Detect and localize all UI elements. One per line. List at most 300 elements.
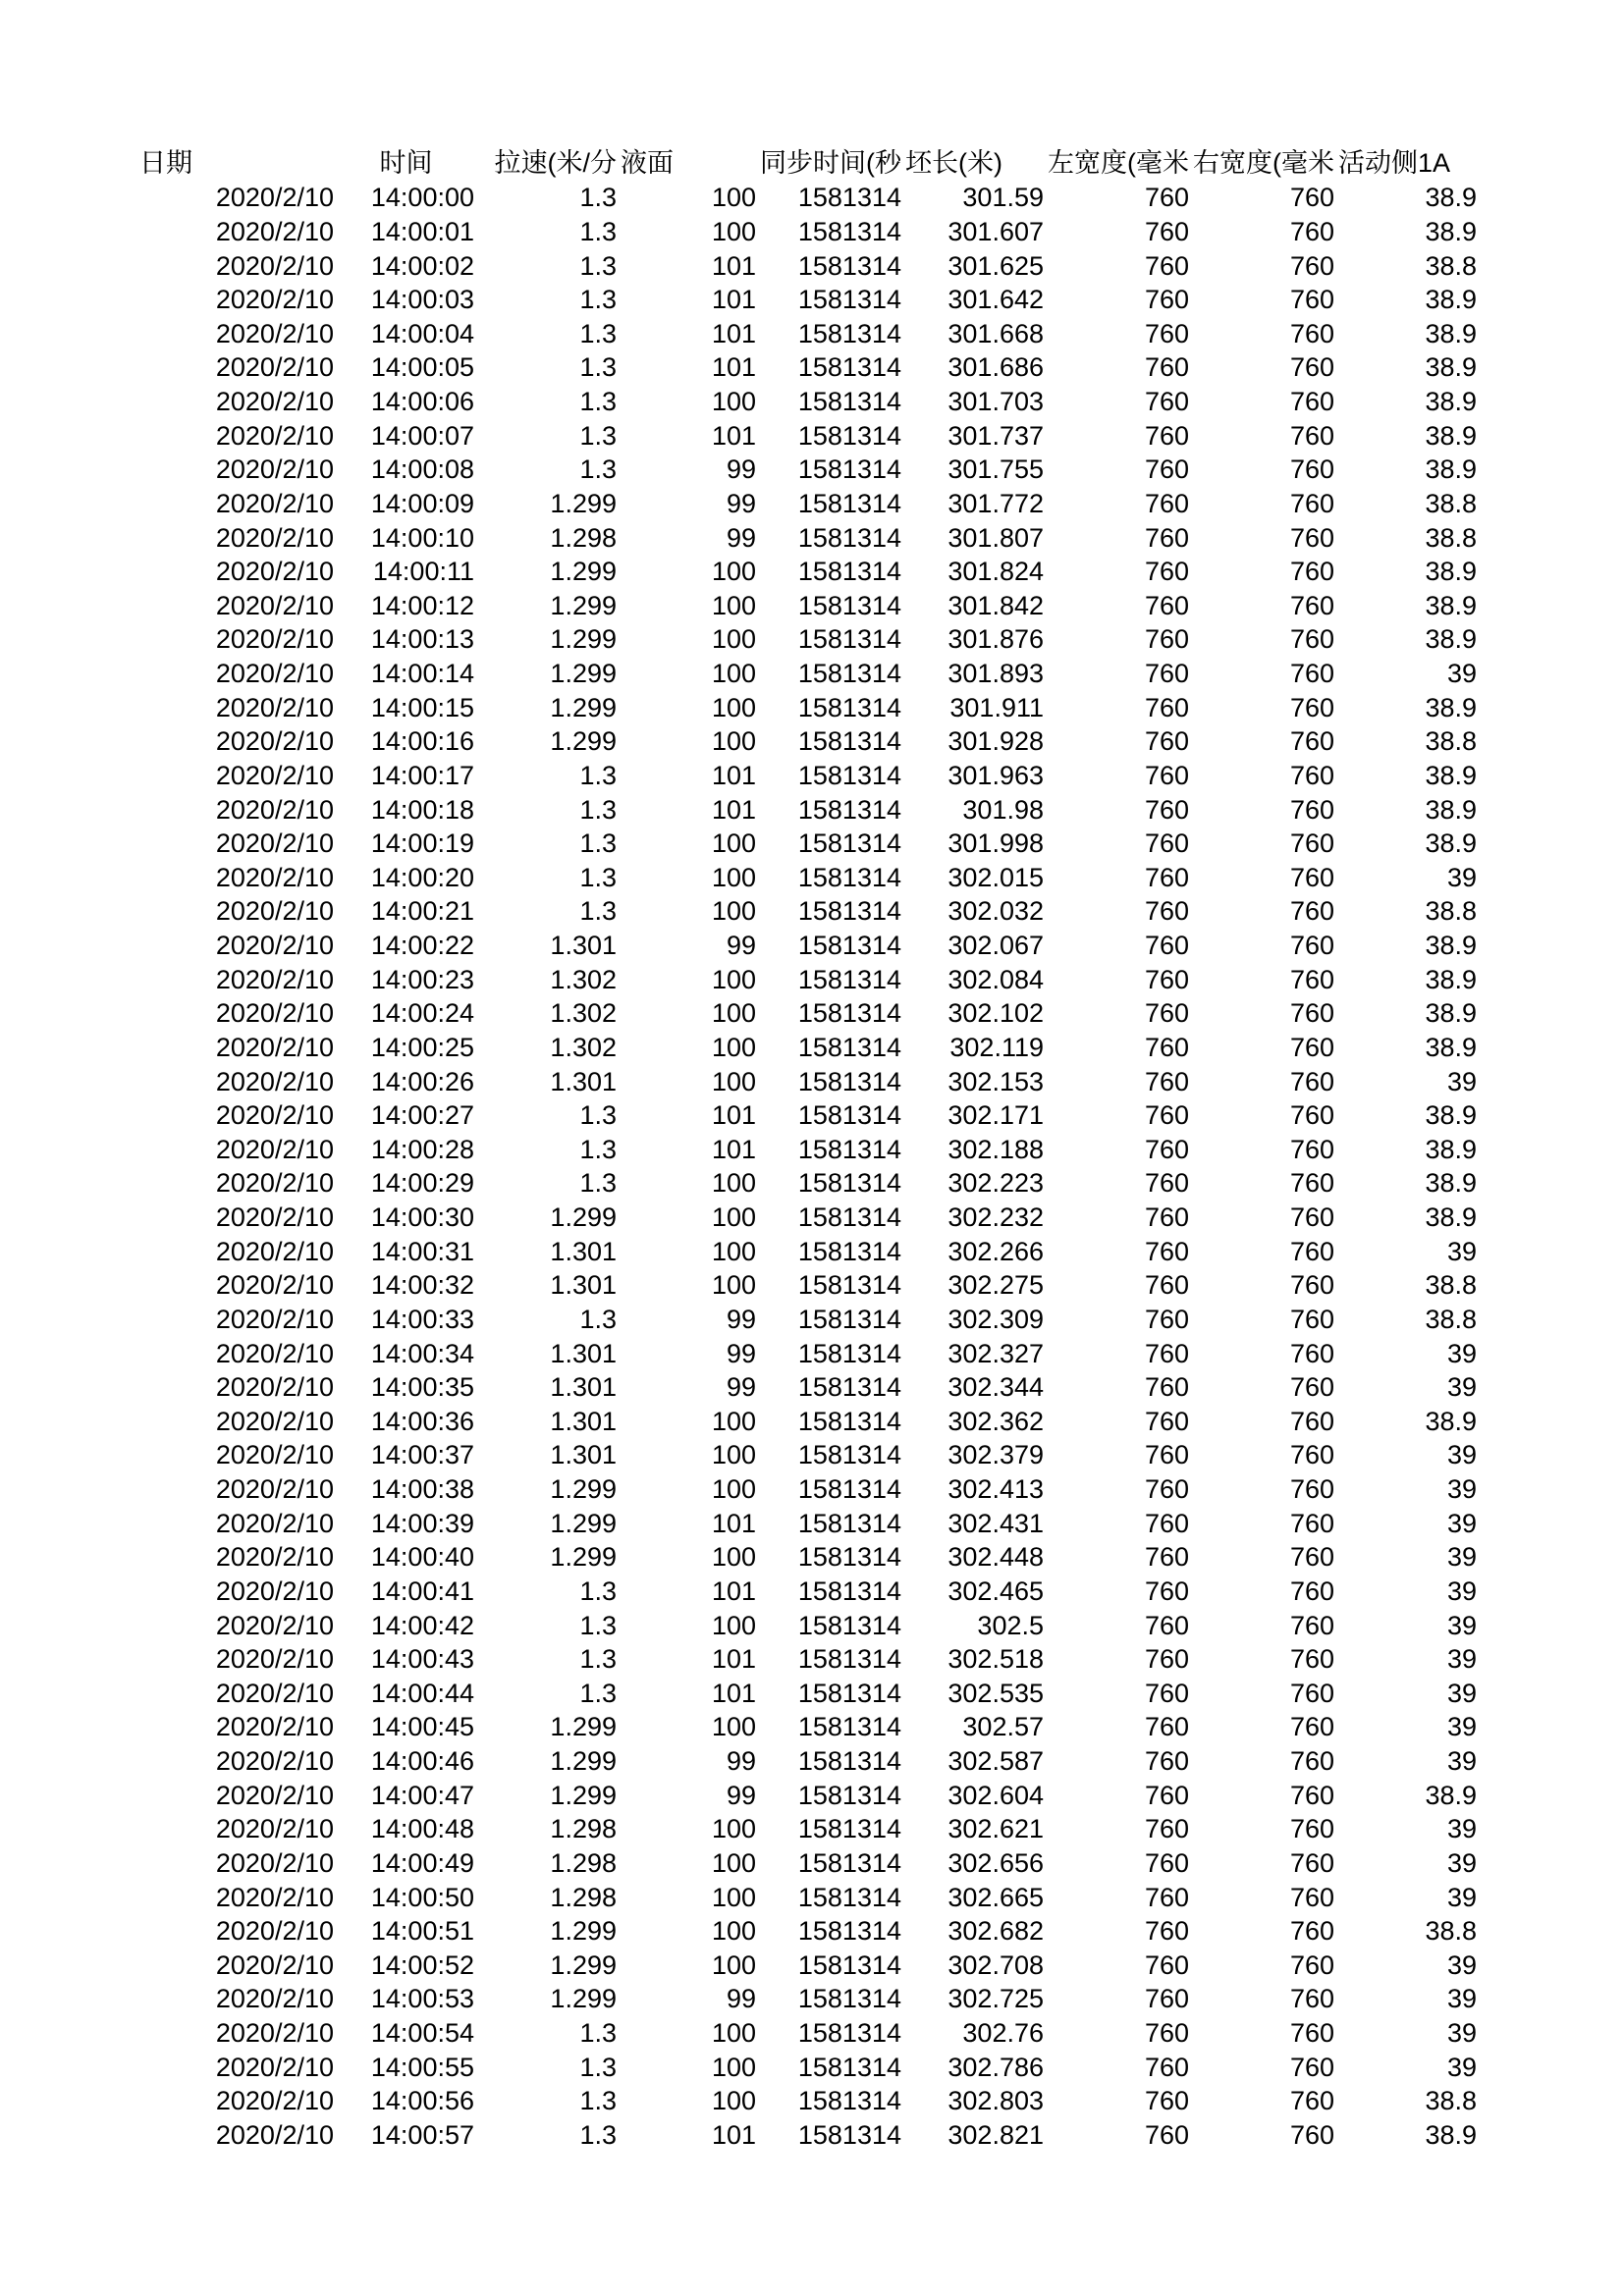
- table-row: [137, 418, 1479, 453]
- time-cell: 14:00:14: [370, 659, 474, 689]
- table-row: [137, 385, 1479, 419]
- slab-length-cell: 302.379: [947, 1440, 1044, 1470]
- sync-time-cell: 1581314: [797, 726, 901, 757]
- slab-length-cell: 302.665: [947, 1882, 1044, 1912]
- casting-speed-cell: 1.3: [579, 1304, 617, 1334]
- right-width-cell: 760: [1289, 1474, 1334, 1505]
- sync-time-cell: 1581314: [797, 1814, 901, 1844]
- casting-speed-cell: 1.3: [579, 794, 617, 825]
- level-cell: 99: [726, 1304, 756, 1334]
- time-cell: 14:00:25: [370, 1032, 474, 1062]
- date-cell: 2020/2/10: [215, 387, 334, 417]
- level-cell: 100: [711, 862, 756, 892]
- left-width-cell: 760: [1144, 522, 1189, 553]
- time-cell: 14:00:05: [370, 352, 474, 383]
- right-width-cell: 760: [1289, 590, 1334, 620]
- casting-speed-cell: 1.302: [550, 998, 617, 1029]
- slab-length-cell: 302.465: [947, 1575, 1044, 1606]
- active-side-cell: 39: [1446, 1678, 1477, 1708]
- table-row: [137, 827, 1479, 861]
- right-width-cell: 760: [1289, 1032, 1334, 1062]
- slab-length-cell: 302.604: [947, 1780, 1044, 1810]
- table-row: [137, 215, 1479, 249]
- date-cell: 2020/2/10: [215, 1202, 334, 1233]
- date-cell: 2020/2/10: [215, 1780, 334, 1810]
- left-width-cell: 760: [1144, 862, 1189, 892]
- right-width-cell: 760: [1289, 1304, 1334, 1334]
- time-cell: 14:00:52: [370, 1949, 474, 1980]
- left-width-cell: 760: [1144, 1338, 1189, 1368]
- active-side-cell: 38.9: [1425, 964, 1477, 994]
- slab-length-cell: 302.413: [947, 1474, 1044, 1505]
- level-cell: 99: [726, 1338, 756, 1368]
- right-width-cell: 760: [1289, 692, 1334, 722]
- date-cell: 2020/2/10: [215, 1882, 334, 1912]
- casting-speed-cell: 1.299: [550, 488, 617, 518]
- level-cell: 101: [711, 1678, 756, 1708]
- table-row: [137, 2118, 1479, 2153]
- active-side-cell: 38.9: [1425, 387, 1477, 417]
- sync-time-cell: 1581314: [797, 1542, 901, 1573]
- left-width-cell: 760: [1144, 1916, 1189, 1947]
- casting-speed-cell: 1.299: [550, 1916, 617, 1947]
- sync-time-cell: 1581314: [797, 2052, 901, 2082]
- casting-speed-cell: 1.3: [579, 285, 617, 315]
- left-width-cell: 760: [1144, 1644, 1189, 1675]
- left-width-cell: 760: [1144, 760, 1189, 790]
- level-cell: 99: [726, 1372, 756, 1403]
- sync-time-cell: 1581314: [797, 1202, 901, 1233]
- right-width-cell: 760: [1289, 659, 1334, 689]
- time-cell: 14:00:55: [370, 2052, 474, 2082]
- level-cell: 100: [711, 1168, 756, 1199]
- sync-time-cell: 1581314: [797, 659, 901, 689]
- date-cell: 2020/2/10: [215, 590, 334, 620]
- active-side-cell: 39: [1446, 1372, 1477, 1403]
- active-side-cell: 38.9: [1425, 1134, 1477, 1164]
- right-width-cell: 760: [1289, 998, 1334, 1029]
- left-width-cell: 760: [1144, 1032, 1189, 1062]
- left-width-cell: 760: [1144, 1814, 1189, 1844]
- level-cell: 100: [711, 1814, 756, 1844]
- time-cell: 14:00:08: [370, 454, 474, 485]
- right-width-cell: 760: [1289, 2018, 1334, 2049]
- right-width-cell: 760: [1289, 1066, 1334, 1096]
- header-right-width: 右宽度(毫米: [1193, 148, 1334, 178]
- sync-time-cell: 1581314: [797, 183, 901, 213]
- active-side-cell: 38.8: [1425, 1916, 1477, 1947]
- level-cell: 100: [711, 1847, 756, 1878]
- level-cell: 100: [711, 659, 756, 689]
- right-width-cell: 760: [1289, 794, 1334, 825]
- date-cell: 2020/2/10: [215, 1678, 334, 1708]
- time-cell: 14:00:21: [370, 896, 474, 927]
- left-width-cell: 760: [1144, 1168, 1189, 1199]
- time-cell: 14:00:47: [370, 1780, 474, 1810]
- time-cell: 14:00:16: [370, 726, 474, 757]
- time-cell: 14:00:36: [370, 1406, 474, 1436]
- left-width-cell: 760: [1144, 1575, 1189, 1606]
- date-cell: 2020/2/10: [215, 1610, 334, 1640]
- active-side-cell: 38.9: [1425, 183, 1477, 213]
- right-width-cell: 760: [1289, 387, 1334, 417]
- time-cell: 14:00:02: [370, 250, 474, 281]
- table-row: [137, 1472, 1479, 1507]
- casting-speed-cell: 1.302: [550, 1032, 617, 1062]
- date-cell: 2020/2/10: [215, 1304, 334, 1334]
- active-side-cell: 38.9: [1425, 285, 1477, 315]
- right-width-cell: 760: [1289, 964, 1334, 994]
- left-width-cell: 760: [1144, 998, 1189, 1029]
- right-width-cell: 760: [1289, 1949, 1334, 1980]
- date-cell: 2020/2/10: [215, 352, 334, 383]
- sync-time-cell: 1581314: [797, 1984, 901, 2014]
- active-side-cell: 39: [1446, 1338, 1477, 1368]
- right-width-cell: 760: [1289, 1712, 1334, 1742]
- sync-time-cell: 1581314: [797, 1440, 901, 1470]
- date-cell: 2020/2/10: [215, 420, 334, 451]
- time-cell: 14:00:54: [370, 2018, 474, 2049]
- sync-time-cell: 1581314: [797, 2086, 901, 2116]
- table-row: [137, 861, 1479, 895]
- table-row: [137, 759, 1479, 793]
- sync-time-cell: 1581314: [797, 1134, 901, 1164]
- level-cell: 100: [711, 726, 756, 757]
- casting-speed-cell: 1.301: [550, 1440, 617, 1470]
- slab-length-cell: 301.893: [947, 659, 1044, 689]
- casting-speed-cell: 1.299: [550, 1746, 617, 1777]
- casting-speed-cell: 1.299: [550, 557, 617, 587]
- active-side-cell: 39: [1446, 1474, 1477, 1505]
- sync-time-cell: 1581314: [797, 1508, 901, 1538]
- active-side-cell: 39: [1446, 1440, 1477, 1470]
- table-row: [137, 520, 1479, 555]
- active-side-cell: 38.8: [1425, 2086, 1477, 2116]
- left-width-cell: 760: [1144, 2086, 1189, 2116]
- left-width-cell: 760: [1144, 1712, 1189, 1742]
- slab-length-cell: 302.725: [947, 1984, 1044, 2014]
- active-side-cell: 39: [1446, 1508, 1477, 1538]
- active-side-cell: 39: [1446, 1542, 1477, 1573]
- time-cell: 14:00:23: [370, 964, 474, 994]
- sync-time-cell: 1581314: [797, 1916, 901, 1947]
- casting-speed-cell: 1.301: [550, 1066, 617, 1096]
- slab-length-cell: 301.876: [947, 624, 1044, 655]
- right-width-cell: 760: [1289, 896, 1334, 927]
- date-cell: 2020/2/10: [215, 692, 334, 722]
- time-cell: 14:00:27: [370, 1100, 474, 1131]
- right-width-cell: 760: [1289, 1746, 1334, 1777]
- slab-length-cell: 301.59: [962, 183, 1044, 213]
- casting-speed-cell: 1.3: [579, 828, 617, 859]
- slab-length-cell: 302.067: [947, 931, 1044, 961]
- level-cell: 101: [711, 420, 756, 451]
- active-side-cell: 38.9: [1425, 352, 1477, 383]
- slab-length-cell: 301.686: [947, 352, 1044, 383]
- sync-time-cell: 1581314: [797, 1168, 901, 1199]
- active-side-cell: 38.9: [1425, 318, 1477, 348]
- left-width-cell: 760: [1144, 1202, 1189, 1233]
- active-side-cell: 38.9: [1425, 2119, 1477, 2150]
- slab-length-cell: 302.518: [947, 1644, 1044, 1675]
- date-cell: 2020/2/10: [215, 522, 334, 553]
- level-cell: 101: [711, 1644, 756, 1675]
- sync-time-cell: 1581314: [797, 1406, 901, 1436]
- casting-speed-cell: 1.3: [579, 2018, 617, 2049]
- table-row: [137, 1575, 1479, 1609]
- level-cell: 100: [711, 183, 756, 213]
- left-width-cell: 760: [1144, 1847, 1189, 1878]
- slab-length-cell: 301.911: [949, 692, 1044, 722]
- slab-length-cell: 302.803: [947, 2086, 1044, 2116]
- sync-time-cell: 1581314: [797, 964, 901, 994]
- time-cell: 14:00:40: [370, 1542, 474, 1573]
- casting-speed-cell: 1.299: [550, 1712, 617, 1742]
- time-cell: 14:00:03: [370, 285, 474, 315]
- table-row: [137, 1982, 1479, 2016]
- slab-length-cell: 302.266: [947, 1236, 1044, 1266]
- left-width-cell: 760: [1144, 454, 1189, 485]
- casting-speed-cell: 1.299: [550, 1542, 617, 1573]
- active-side-cell: 39: [1446, 2018, 1477, 2049]
- table-row: [137, 1166, 1479, 1201]
- date-cell: 2020/2/10: [215, 828, 334, 859]
- level-cell: 100: [711, 1949, 756, 1980]
- left-width-cell: 760: [1144, 931, 1189, 961]
- level-cell: 100: [711, 1882, 756, 1912]
- right-width-cell: 760: [1289, 1575, 1334, 1606]
- active-side-cell: 38.9: [1425, 454, 1477, 485]
- slab-length-cell: 302.119: [949, 1032, 1044, 1062]
- left-width-cell: 760: [1144, 590, 1189, 620]
- date-cell: 2020/2/10: [215, 318, 334, 348]
- table-row: [137, 1846, 1479, 1881]
- right-width-cell: 760: [1289, 2086, 1334, 2116]
- table-row: [137, 589, 1479, 623]
- active-side-cell: 39: [1446, 1984, 1477, 2014]
- time-cell: 14:00:41: [370, 1575, 474, 1606]
- sync-time-cell: 1581314: [797, 1338, 901, 1368]
- level-cell: 101: [711, 1508, 756, 1538]
- time-cell: 14:00:53: [370, 1984, 474, 2014]
- casting-speed-cell: 1.3: [579, 2119, 617, 2150]
- time-cell: 14:00:29: [370, 1168, 474, 1199]
- date-cell: 2020/2/10: [215, 2086, 334, 2116]
- right-width-cell: 760: [1289, 318, 1334, 348]
- header-level: 液面: [621, 148, 674, 178]
- slab-length-cell: 301.737: [947, 420, 1044, 451]
- level-cell: 101: [711, 1100, 756, 1131]
- date-cell: 2020/2/10: [215, 659, 334, 689]
- time-cell: 14:00:12: [370, 590, 474, 620]
- right-width-cell: 760: [1289, 352, 1334, 383]
- table-row: [137, 1710, 1479, 1744]
- table-row: [137, 1812, 1479, 1846]
- level-cell: 100: [711, 2018, 756, 2049]
- casting-speed-cell: 1.3: [579, 760, 617, 790]
- active-side-cell: 39: [1446, 1610, 1477, 1640]
- slab-length-cell: 301.928: [947, 726, 1044, 757]
- casting-speed-cell: 1.299: [550, 1984, 617, 2014]
- date-cell: 2020/2/10: [215, 1814, 334, 1844]
- time-cell: 14:00:33: [370, 1304, 474, 1334]
- slab-length-cell: 302.084: [947, 964, 1044, 994]
- sync-time-cell: 1581314: [797, 1780, 901, 1810]
- active-side-cell: 38.9: [1425, 216, 1477, 246]
- left-width-cell: 760: [1144, 1066, 1189, 1096]
- date-cell: 2020/2/10: [215, 285, 334, 315]
- level-cell: 100: [711, 1236, 756, 1266]
- active-side-cell: 38.8: [1425, 1270, 1477, 1301]
- left-width-cell: 760: [1144, 659, 1189, 689]
- level-cell: 100: [711, 896, 756, 927]
- level-cell: 99: [726, 931, 756, 961]
- casting-speed-cell: 1.301: [550, 1406, 617, 1436]
- left-width-cell: 760: [1144, 318, 1189, 348]
- slab-length-cell: 302.656: [947, 1847, 1044, 1878]
- left-width-cell: 760: [1144, 1304, 1189, 1334]
- casting-speed-cell: 1.3: [579, 1644, 617, 1675]
- table-row: [137, 2084, 1479, 2118]
- active-side-cell: 39: [1446, 1066, 1477, 1096]
- date-cell: 2020/2/10: [215, 454, 334, 485]
- right-width-cell: 760: [1289, 488, 1334, 518]
- table-row: [137, 1234, 1479, 1268]
- slab-length-cell: 302.621: [947, 1814, 1044, 1844]
- table-row: [137, 1438, 1479, 1472]
- date-cell: 2020/2/10: [215, 1984, 334, 2014]
- left-width-cell: 760: [1144, 1474, 1189, 1505]
- right-width-cell: 760: [1289, 557, 1334, 587]
- active-side-cell: 38.9: [1425, 590, 1477, 620]
- right-width-cell: 760: [1289, 1542, 1334, 1573]
- time-cell: 14:00:04: [370, 318, 474, 348]
- time-cell: 14:00:22: [370, 931, 474, 961]
- date-cell: 2020/2/10: [215, 1474, 334, 1505]
- date-cell: 2020/2/10: [215, 1100, 334, 1131]
- time-cell: 14:00:34: [370, 1338, 474, 1368]
- level-cell: 99: [726, 488, 756, 518]
- level-cell: 100: [711, 1542, 756, 1573]
- level-cell: 100: [711, 1270, 756, 1301]
- casting-speed-cell: 1.299: [550, 1949, 617, 1980]
- date-cell: 2020/2/10: [215, 1134, 334, 1164]
- slab-length-cell: 301.824: [947, 557, 1044, 587]
- level-cell: 99: [726, 1984, 756, 2014]
- table-row: [137, 2050, 1479, 2084]
- right-width-cell: 760: [1289, 828, 1334, 859]
- sync-time-cell: 1581314: [797, 1304, 901, 1334]
- slab-length-cell: 302.309: [947, 1304, 1044, 1334]
- casting-speed-cell: 1.299: [550, 624, 617, 655]
- table-row: [137, 248, 1479, 283]
- casting-speed-cell: 1.3: [579, 862, 617, 892]
- sync-time-cell: 1581314: [797, 1882, 901, 1912]
- casting-speed-cell: 1.3: [579, 352, 617, 383]
- active-side-cell: 39: [1446, 1814, 1477, 1844]
- date-cell: 2020/2/10: [215, 760, 334, 790]
- level-cell: 100: [711, 624, 756, 655]
- active-side-cell: 38.9: [1425, 760, 1477, 790]
- right-width-cell: 760: [1289, 931, 1334, 961]
- slab-length-cell: 301.98: [962, 794, 1044, 825]
- table-row: [137, 1506, 1479, 1540]
- level-cell: 99: [726, 1780, 756, 1810]
- sync-time-cell: 1581314: [797, 522, 901, 553]
- active-side-cell: 38.8: [1425, 250, 1477, 281]
- active-side-cell: 38.9: [1425, 557, 1477, 587]
- sync-time-cell: 1581314: [797, 285, 901, 315]
- date-cell: 2020/2/10: [215, 624, 334, 655]
- date-cell: 2020/2/10: [215, 183, 334, 213]
- date-cell: 2020/2/10: [215, 1508, 334, 1538]
- time-cell: 14:00:30: [370, 1202, 474, 1233]
- slab-length-cell: 302.015: [947, 862, 1044, 892]
- slab-length-cell: 301.607: [947, 216, 1044, 246]
- active-side-cell: 38.8: [1425, 1304, 1477, 1334]
- left-width-cell: 760: [1144, 1746, 1189, 1777]
- active-side-cell: 38.8: [1425, 896, 1477, 927]
- table-row: [137, 724, 1479, 759]
- right-width-cell: 760: [1289, 1644, 1334, 1675]
- casting-speed-cell: 1.299: [550, 1780, 617, 1810]
- right-width-cell: 760: [1289, 1168, 1334, 1199]
- time-cell: 14:00:46: [370, 1746, 474, 1777]
- level-cell: 100: [711, 1066, 756, 1096]
- level-cell: 100: [711, 998, 756, 1029]
- active-side-cell: 39: [1446, 1847, 1477, 1878]
- time-cell: 14:00:26: [370, 1066, 474, 1096]
- time-cell: 14:00:18: [370, 794, 474, 825]
- sync-time-cell: 1581314: [797, 557, 901, 587]
- date-cell: 2020/2/10: [215, 1372, 334, 1403]
- table-row: [137, 1677, 1479, 1711]
- casting-speed-cell: 1.302: [550, 964, 617, 994]
- active-side-cell: 39: [1446, 1575, 1477, 1606]
- casting-speed-cell: 1.299: [550, 659, 617, 689]
- right-width-cell: 760: [1289, 726, 1334, 757]
- sync-time-cell: 1581314: [797, 794, 901, 825]
- time-cell: 14:00:38: [370, 1474, 474, 1505]
- header-sync-time: 同步时间(秒: [760, 148, 901, 178]
- right-width-cell: 760: [1289, 1916, 1334, 1947]
- level-cell: 100: [711, 964, 756, 994]
- active-side-cell: 38.9: [1425, 931, 1477, 961]
- sync-time-cell: 1581314: [797, 1712, 901, 1742]
- level-cell: 101: [711, 1575, 756, 1606]
- date-cell: 2020/2/10: [215, 1066, 334, 1096]
- slab-length-cell: 301.998: [947, 828, 1044, 859]
- table-row: [137, 962, 1479, 996]
- time-cell: 14:00:13: [370, 624, 474, 655]
- active-side-cell: 39: [1446, 659, 1477, 689]
- casting-speed-cell: 1.3: [579, 250, 617, 281]
- table-row: [137, 1201, 1479, 1235]
- left-width-cell: 760: [1144, 1984, 1189, 2014]
- sync-time-cell: 1581314: [797, 692, 901, 722]
- active-side-cell: 38.9: [1425, 1780, 1477, 1810]
- header-slab-length: 坯长(米): [905, 148, 1002, 178]
- sync-time-cell: 1581314: [797, 1066, 901, 1096]
- right-width-cell: 760: [1289, 760, 1334, 790]
- left-width-cell: 760: [1144, 794, 1189, 825]
- sync-time-cell: 1581314: [797, 590, 901, 620]
- sync-time-cell: 1581314: [797, 1372, 901, 1403]
- right-width-cell: 760: [1289, 1236, 1334, 1266]
- right-width-cell: 760: [1289, 624, 1334, 655]
- casting-speed-cell: 1.3: [579, 896, 617, 927]
- sync-time-cell: 1581314: [797, 828, 901, 859]
